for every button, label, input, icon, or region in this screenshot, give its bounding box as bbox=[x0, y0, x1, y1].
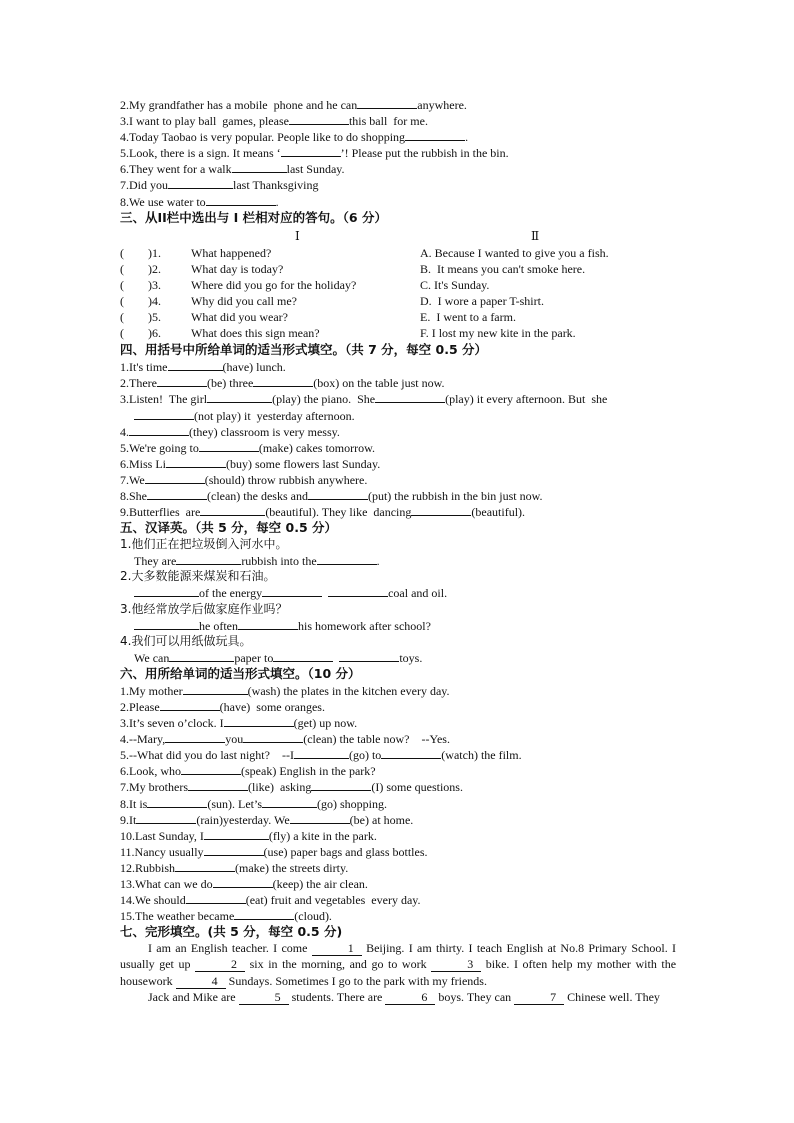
blank[interactable] bbox=[168, 358, 223, 371]
blank[interactable] bbox=[243, 730, 303, 743]
sec5-answer-3: he often his homework after school? bbox=[120, 617, 676, 633]
blank[interactable] bbox=[262, 795, 317, 808]
blank[interactable] bbox=[176, 552, 241, 565]
sec4-line-2: 2.There (be) three (box) on the table just now. bbox=[120, 376, 445, 391]
sec6-line-3: 3.It’s seven o’clock. I (get) up now. bbox=[120, 716, 358, 731]
sec6-line-14: 14.We should (eat) fruit and vegetables every day. bbox=[120, 893, 421, 908]
blank[interactable] bbox=[165, 730, 225, 743]
worksheet-page bbox=[120, 96, 676, 1005]
answer-slot[interactable]: ( )5. bbox=[120, 310, 161, 325]
sec2-line-4: 4.Today Taobao is very popular. People like to do shopping . bbox=[120, 130, 469, 145]
blank[interactable] bbox=[405, 128, 465, 141]
section-5-title: 五、汉译英。（共 5 分，每空 0.5 分） bbox=[120, 520, 337, 536]
blank[interactable] bbox=[273, 649, 333, 662]
section-6-title: 六、用所给单词的适当形式填空。（10 分） bbox=[120, 665, 361, 681]
blank[interactable] bbox=[234, 907, 294, 920]
blank[interactable] bbox=[136, 811, 196, 824]
matching-list bbox=[120, 245, 676, 342]
blank[interactable] bbox=[381, 746, 441, 759]
sec5-question-2: 2.大多数能源来煤炭和石油。 bbox=[120, 569, 276, 584]
sec4-line-8: 8.She (clean) the desks and (put) the rubbish in the bin just now. bbox=[120, 488, 543, 503]
sec5-answer-4: We can paper to toys. bbox=[134, 650, 423, 665]
blank[interactable] bbox=[253, 374, 313, 387]
blank[interactable] bbox=[206, 193, 276, 206]
blank[interactable] bbox=[145, 471, 205, 484]
blank[interactable] bbox=[204, 843, 264, 856]
answer-slot[interactable]: ( )6. bbox=[120, 326, 161, 341]
sec2-line-3: 3.I want to play ball games, please this ball for me. bbox=[120, 114, 428, 129]
sec2-line-8: 8.We use water to . bbox=[120, 194, 279, 209]
matching-row: ( )5. What did you wear? E. I went to a farm. bbox=[120, 310, 516, 325]
sec6-line-1: 1.My mother (wash) the plates in the kitchen every day. bbox=[120, 683, 450, 698]
sec6-line-6: 6.Look, who (speak) English in the park? bbox=[120, 764, 376, 779]
matching-row: ( )3. Where did you go for the holiday? C. It's Sunday. bbox=[120, 277, 490, 292]
blank[interactable] bbox=[166, 455, 226, 468]
blank[interactable] bbox=[207, 390, 272, 403]
blank[interactable] bbox=[160, 698, 220, 711]
sec5-answer-2: of the energy coal and oil. bbox=[120, 584, 676, 600]
section-2-lines bbox=[120, 96, 676, 209]
blank[interactable] bbox=[200, 503, 265, 516]
sec6-line-15: 15.The weather became (cloud). bbox=[120, 909, 332, 924]
blank[interactable] bbox=[232, 160, 287, 173]
blank[interactable] bbox=[147, 795, 207, 808]
sec6-line-9: 9.It (rain)yesterday. We (be) at home. bbox=[120, 812, 414, 827]
sec4-line-6: 6.Miss Li (buy) some flowers last Sunday. bbox=[120, 456, 381, 471]
blank[interactable] bbox=[238, 617, 298, 630]
sec4-line-7: 7.We (should) throw rubbish anywhere. bbox=[120, 472, 368, 487]
answer-slot[interactable]: ( )3. bbox=[120, 277, 161, 292]
sec5-question-4: 4.我们可以用纸做玩具。 bbox=[120, 633, 252, 648]
sec2-line-6: 6.They went for a walk last Sunday. bbox=[120, 162, 345, 177]
sec6-line-7: 7.My brothers (like) asking (I) some questions. bbox=[120, 780, 463, 795]
blank[interactable] bbox=[281, 144, 341, 157]
sec6-line-5: 5.--What did you do last night? --I (go) to (watch) the film. bbox=[120, 748, 522, 763]
sec4-line-4: 4. (they) classroom is very messy. bbox=[120, 424, 340, 439]
answer-slot[interactable]: ( )4. bbox=[120, 293, 161, 308]
column-2-header: Ⅱ bbox=[531, 228, 540, 243]
sec6-line-11: 11.Nancy usually (use) paper bags and glass bottles. bbox=[120, 844, 428, 859]
blank[interactable] bbox=[308, 487, 368, 500]
blank[interactable] bbox=[339, 649, 399, 662]
blank[interactable] bbox=[157, 374, 207, 387]
blank[interactable] bbox=[181, 762, 241, 775]
cloze-paragraph-1: I am an English teacher. I come 1 Beijing. I am thirty. I teach English at No.8 Primary School. I usually get up 2 six in the morning, and go to work 3 bike. I often help my mother with the housework 4 Sundays. Sometimes I go to the park with my friends. bbox=[120, 941, 677, 988]
sec2-line-7: 7.Did you last Thanksgiving bbox=[120, 178, 319, 193]
blank[interactable] bbox=[357, 96, 417, 109]
blank[interactable] bbox=[290, 811, 350, 824]
sec4-line-1: 1.It's time (have) lunch. bbox=[120, 360, 286, 375]
blank[interactable] bbox=[204, 827, 269, 840]
sec6-line-2: 2.Please (have) some oranges. bbox=[120, 700, 325, 714]
sec2-line-5: 5.Look, there is a sign. It means ‘ ’! Please put the rubbish in the bin. bbox=[120, 146, 509, 161]
cloze-blank-7[interactable]: 7 bbox=[514, 991, 564, 1005]
sec5-question-3: 3.他经常放学后做家庭作业吗？ bbox=[120, 601, 288, 616]
section-7-title: 七、完形填空。(共 5 分，每空 0.5 分) bbox=[120, 924, 343, 940]
blank[interactable] bbox=[213, 875, 273, 888]
blank[interactable] bbox=[224, 714, 294, 727]
answer-slot[interactable]: ( )2. bbox=[120, 261, 161, 276]
blank[interactable] bbox=[262, 584, 322, 597]
column-1-header: Ⅰ bbox=[295, 228, 300, 243]
blank[interactable] bbox=[134, 617, 199, 630]
sec5-question-1: 1.他们正在把垃圾倒入河水中。 bbox=[120, 537, 288, 552]
cloze-blank-3[interactable]: 3 bbox=[431, 958, 481, 972]
sec4-line-5: 5.We're going to (make) cakes tomorrow. bbox=[120, 440, 376, 455]
blank[interactable] bbox=[317, 552, 377, 565]
blank[interactable] bbox=[188, 778, 248, 791]
cloze-blank-4[interactable]: 4 bbox=[176, 975, 226, 989]
blank[interactable] bbox=[175, 859, 235, 872]
sec4-line-3b: (not play) it yesterday afternoon. bbox=[120, 407, 676, 423]
cloze-blank-6[interactable]: 6 bbox=[385, 991, 435, 1005]
blank[interactable] bbox=[168, 176, 233, 189]
blank[interactable] bbox=[134, 407, 194, 420]
cloze-blank-5[interactable]: 5 bbox=[239, 991, 289, 1005]
blank[interactable] bbox=[328, 584, 388, 597]
sec6-line-13: 13.What can we do (keep) the air clean. bbox=[120, 877, 368, 892]
sec5-answer-1: They are rubbish into the . bbox=[134, 554, 380, 569]
sec6-line-10: 10.Last Sunday, I (fly) a kite in the park. bbox=[120, 828, 377, 843]
section-3-title: 三、从II栏中选出与 I 栏相对应的答句。（6 分） bbox=[120, 209, 387, 225]
blank[interactable] bbox=[129, 423, 189, 436]
sec6-line-12: 12.Rubbish (make) the streets dirty. bbox=[120, 860, 349, 875]
answer-slot[interactable]: ( )1. bbox=[120, 245, 161, 260]
blank[interactable] bbox=[411, 503, 471, 516]
blank[interactable] bbox=[169, 649, 234, 662]
matching-row: ( )4. Why did you call me? D. I wore a paper T-shirt. bbox=[120, 293, 544, 308]
cloze-blank-1[interactable]: 1 bbox=[312, 942, 362, 956]
matching-row: ( )2. What day is today? B. It means you can't smoke here. bbox=[120, 261, 586, 276]
cloze-paragraph-2: Jack and Mike are 5 students. There are 6 boys. They can 7 Chinese well. They bbox=[148, 989, 660, 1004]
sec2-line-2: 2.My grandfather has a mobile phone and he can anywhere. bbox=[120, 98, 467, 112]
blank[interactable] bbox=[183, 682, 248, 695]
sec6-line-4: 4.--Mary, you (clean) the table now? --Yes. bbox=[120, 732, 450, 747]
blank[interactable] bbox=[294, 746, 349, 759]
blank[interactable] bbox=[311, 778, 371, 791]
blank[interactable] bbox=[186, 891, 246, 904]
blank[interactable] bbox=[289, 112, 349, 125]
column-headers bbox=[120, 226, 676, 245]
blank[interactable] bbox=[199, 439, 259, 452]
cloze-blank-2[interactable]: 2 bbox=[195, 958, 245, 972]
matching-row: ( )6. What does this sign mean? F. I lost my new kite in the park. bbox=[120, 326, 576, 341]
blank[interactable] bbox=[375, 390, 445, 403]
sec6-line-8: 8.It is (sun). Let’s (go) shopping. bbox=[120, 796, 387, 811]
blank[interactable] bbox=[134, 584, 199, 597]
matching-row: ( )1. What happened? A. Because I wanted to give you a fish. bbox=[120, 245, 609, 260]
sec4-line-3: 3.Listen! The girl (play) the piano. She (play) it every afternoon. But she bbox=[120, 392, 608, 407]
section-4-title: 四、用括号中所给单词的适当形式填空。（共 7 分，每空 0.5 分） bbox=[120, 342, 487, 358]
sec4-line-9: 9.Butterflies are (beautiful). They like dancing (beautiful). bbox=[120, 505, 526, 520]
blank[interactable] bbox=[147, 487, 207, 500]
